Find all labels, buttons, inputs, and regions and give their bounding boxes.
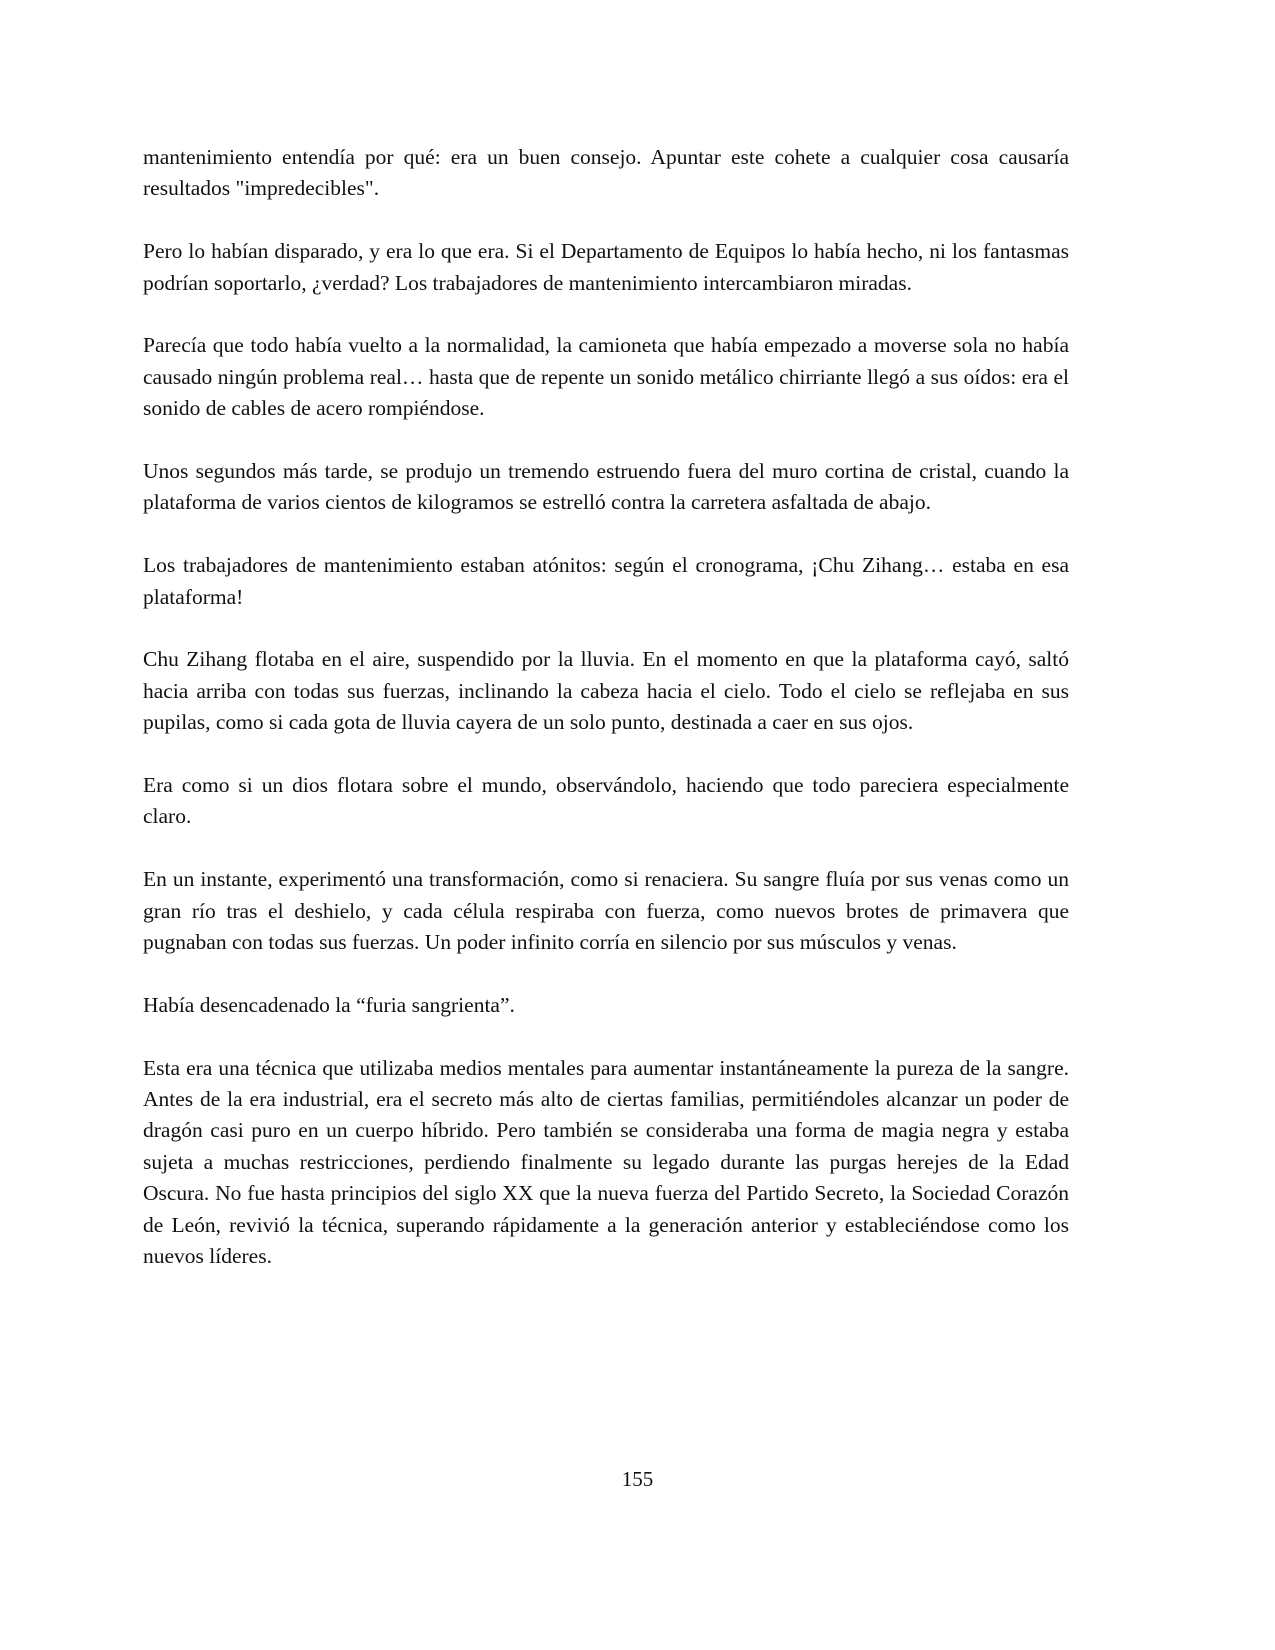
page-number: 155 <box>621 1467 654 1491</box>
paragraph: Era como si un dios flotara sobre el mundo, observándolo, haciendo que todo pareciera especialmente claro. <box>143 773 1069 829</box>
paragraph: Parecía que todo había vuelto a la normalidad, la camioneta que había empezado a moverse sola no había causado ningún problema real… hasta que de repente un sonido metálico chirriante llegó a sus oídos: era el sonido de cables de acero rompiéndose. <box>143 333 1069 421</box>
paragraph: Pero lo habían disparado, y era lo que era. Si el Departamento de Equipos lo había hecho, ni los fantasmas podrían soportarlo, ¿verdad? Los trabajadores de mantenimiento intercambiaron miradas. <box>143 239 1069 295</box>
page-body <box>143 142 1069 1304</box>
paragraph: Los trabajadores de mantenimiento estaban atónitos: según el cronograma, ¡Chu Zihang… estaba en esa plataforma! <box>143 553 1069 609</box>
paragraph: Chu Zihang flotaba en el aire, suspendido por la lluvia. En el momento en que la plataforma cayó, saltó hacia arriba con todas sus fuerzas, inclinando la cabeza hacia el cielo. Todo el cielo se reflejaba en sus pupilas, como si cada gota de lluvia cayera de un solo punto, destinada a caer en sus ojos. <box>143 647 1069 735</box>
paragraph: En un instante, experimentó una transformación, como si renaciera. Su sangre fluía por sus venas como un gran río tras el deshielo, y cada célula respiraba con fuerza, como nuevos brotes de primavera que pugnaban con todas sus fuerzas. Un poder infinito corría en silencio por sus músculos y venas. <box>143 867 1069 955</box>
paragraph: Había desencadenado la “furia sangrienta”. <box>143 992 515 1017</box>
paragraph: mantenimiento entendía por qué: era un buen consejo. Apuntar este cohete a cualquier cosa causaría resultados "impredecibles". <box>143 145 1069 201</box>
paragraph: Unos segundos más tarde, se produjo un tremendo estruendo fuera del muro cortina de cristal, cuando la plataforma de varios cientos de kilogramos se estrelló contra la carretera asfaltada de abajo. <box>143 459 1069 515</box>
paragraph: Esta era una técnica que utilizaba medios mentales para aumentar instantáneamente la pureza de la sangre. Antes de la era industrial, era el secreto más alto de ciertas familias, permitiéndoles alcanzar un poder de dragón casi puro en un cuerpo híbrido. Pero también se consideraba una forma de magia negra y estaba sujeta a muchas restricciones, perdiendo finalmente su legado durante las purgas herejes de la Edad Oscura. No fue hasta principios del siglo XX que la nueva fuerza del Partido Secreto, la Sociedad Corazón de León, revivió la técnica, superando rápidamente a la generación anterior y estableciéndose como los nuevos líderes. <box>143 1055 1069 1269</box>
